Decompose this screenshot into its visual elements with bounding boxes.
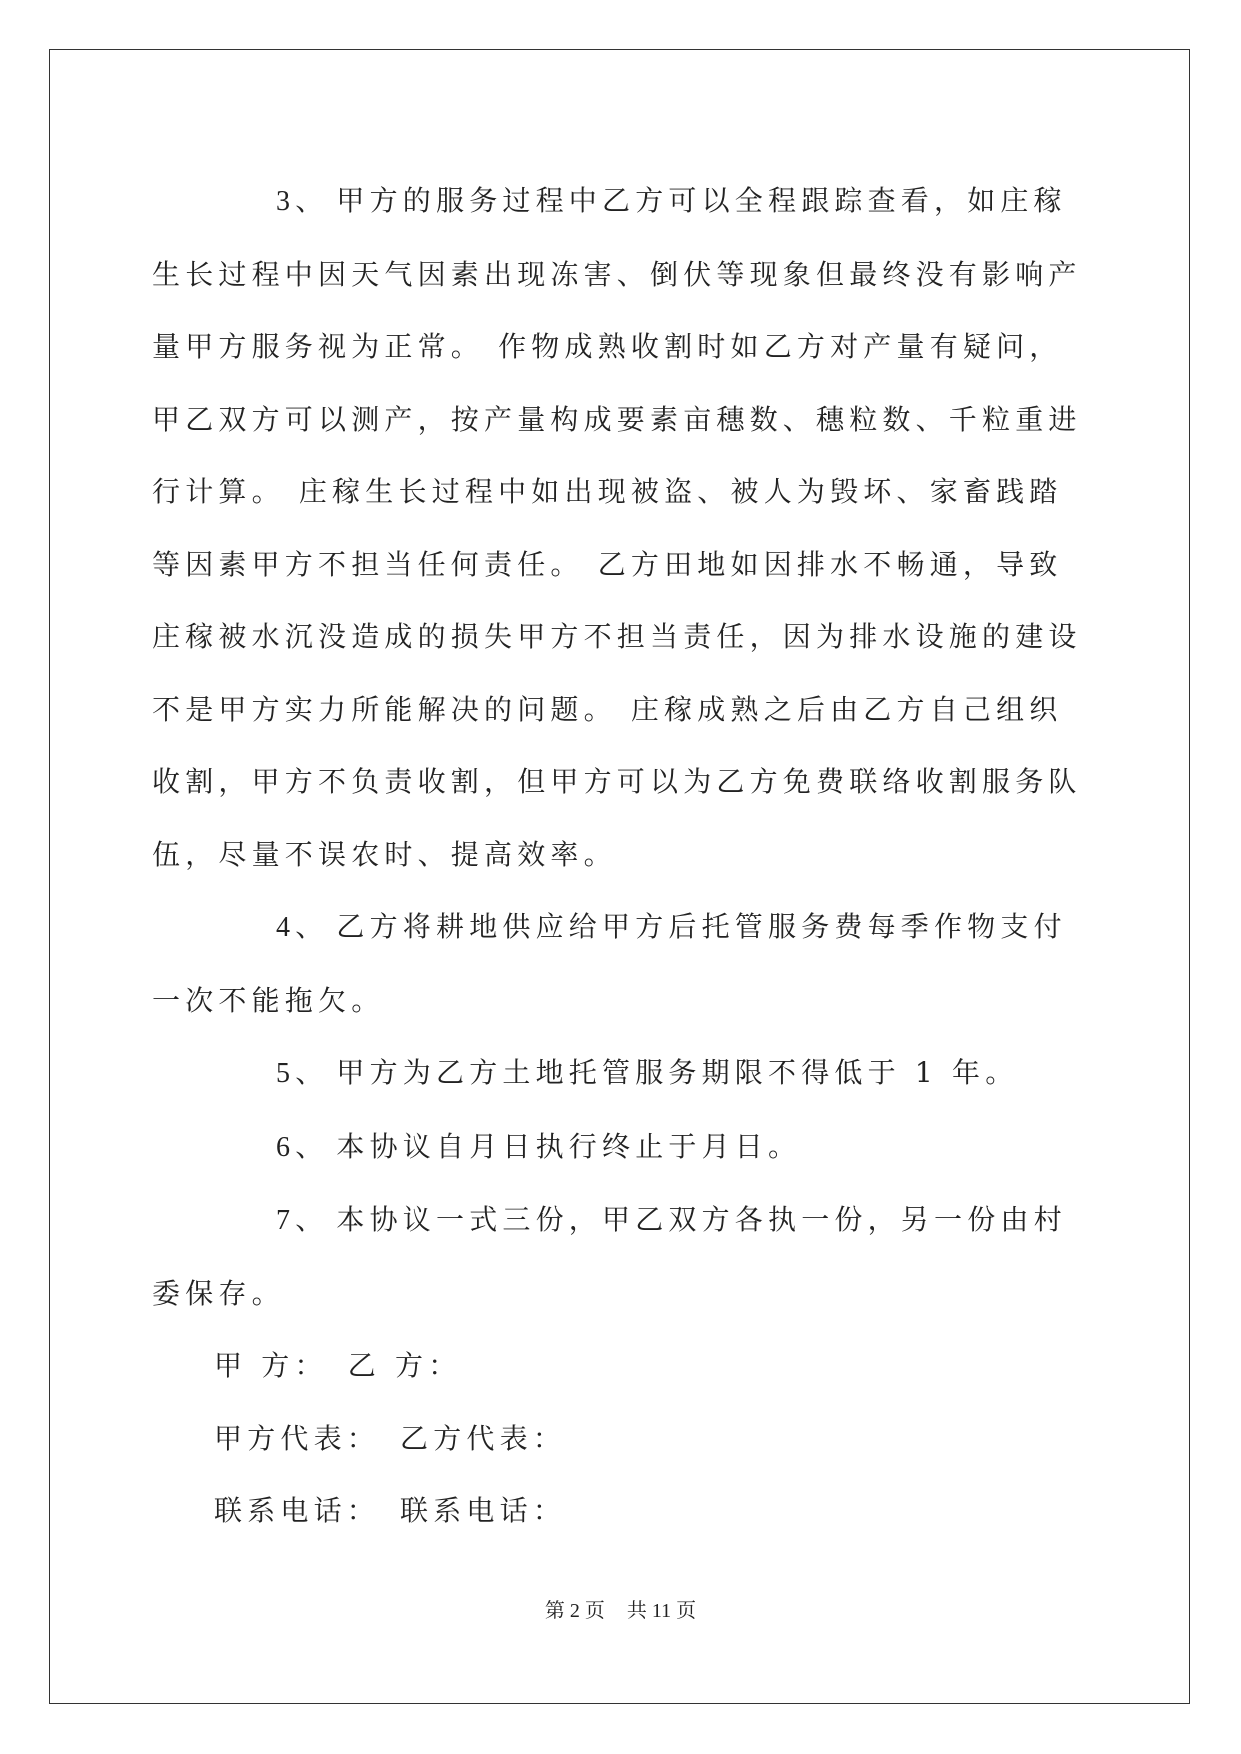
page-number: 第 2 页 [544,1600,605,1622]
clause-text: 本协议一式三份，甲乙双方各执一份，另一份由村委保存。 [152,1203,1067,1310]
signature-representatives [152,1403,1092,1476]
clause-7 [152,1184,1092,1330]
party-b-label: 乙 方： [347,1349,462,1382]
clause-number: 7、 [276,1205,329,1236]
party-a-label: 甲 方： [214,1349,328,1382]
signature-parties [152,1330,1092,1403]
clause-text: 甲方的服务过程中乙方可以全程跟踪查看，如庄稼生长过程中因天气因素出现冻害、倒伏等现象但最终没有影响产量甲方服务视为正常。 作物成熟收割时如乙方对产量有疑问，甲乙双方可以测产，按产量构成要素亩穗数、穗粒数、千粒重进行计算。 庄稼生长过程中如出现被盗、被人为毁坏、家畜践踏等因素甲方不担当任何责任。 乙方田地如因排水不畅通，导致庄稼被水沉没造成的损失甲方不担当责任，因为排水设施的建设不是甲方实力所能解决的问题。 庄稼成熟之后由乙方自己组织收割，甲方不负责收割，但甲方可以为乙方免费联络收割服务队伍，尽量不误农时、提高效率。 [152,184,1082,871]
clause-number: 5、 [276,1058,329,1089]
page-total: 共 11 页 [626,1600,697,1622]
clause-text: 本协议自月日执行终止于月日。 [336,1129,802,1163]
clause-number: 6、 [276,1131,329,1163]
phone-b-label: 联系电话： [400,1494,567,1527]
clause-number: 4、 [276,912,329,943]
page-footer [0,1594,1241,1623]
document-body [152,165,1092,1548]
clause-number: 3、 [276,186,329,217]
clause-5 [152,1037,1092,1111]
clause-3 [152,165,1092,891]
clause-text: 甲方为乙方土地托管服务期限不得低于 1 年。 [336,1056,1019,1089]
phone-a-label: 联系电话： [214,1494,381,1527]
signature-phones [152,1475,1092,1548]
clause-4 [152,891,1092,1037]
clause-text: 乙方将耕地供应给甲方后托管服务费每季作物支付一次不能拖欠。 [152,910,1067,1017]
rep-a-label: 甲方代表： [214,1421,381,1455]
clause-6 [152,1111,1092,1185]
rep-b-label: 乙方代表： [400,1421,567,1455]
